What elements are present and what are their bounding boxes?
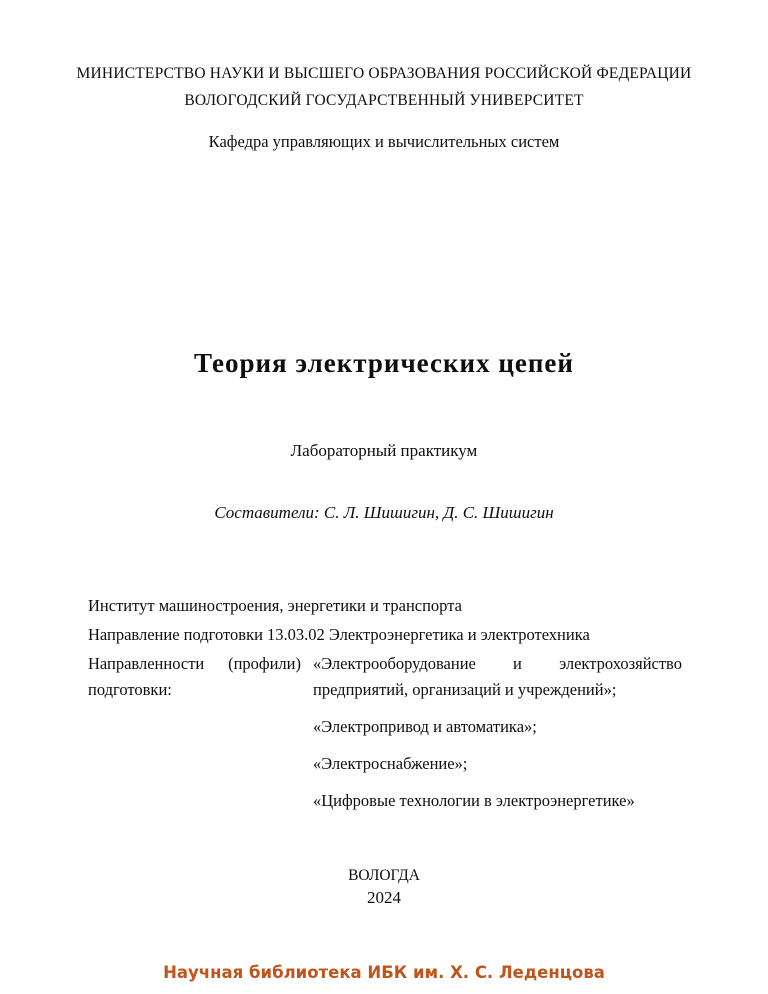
imprint-year: 2024	[367, 888, 401, 907]
library-stamp: Научная библиотека ИБК им. Х. С. Леденцова	[163, 963, 605, 982]
institute-line: Институт машиностроения, энергетики и транспорта	[88, 596, 462, 615]
profile-item: «Электрооборудование и электрохозяйство предприятий, организаций и учреждений»;	[313, 654, 682, 699]
department-line: Кафедра управляющих и вычислительных систем	[208, 132, 560, 151]
profile-item: «Электропривод и автоматика»;	[313, 717, 537, 736]
imprint-block	[0, 865, 768, 909]
document-header	[0, 60, 768, 114]
profiles-row	[88, 651, 682, 814]
ministry-line: МИНИСТЕРСТВО НАУКИ И ВЫСШЕГО ОБРАЗОВАНИЯ РОССИЙСКОЙ ФЕДЕРАЦИИ	[76, 65, 692, 82]
profiles-list	[313, 651, 682, 814]
document-subtitle: Лабораторный практикум	[290, 441, 478, 460]
profiles-label: Направленности (профили) подготовки:	[88, 654, 301, 699]
compilers-line: Составители: С. Л. Шишигин, Д. С. Шишигин	[214, 503, 554, 522]
imprint-city: ВОЛОГДА	[348, 867, 420, 884]
program-details	[88, 593, 682, 814]
page-title: Теория электрических цепей	[194, 348, 574, 378]
university-line: ВОЛОГОДСКИЙ ГОСУДАРСТВЕННЫЙ УНИВЕРСИТЕТ	[184, 92, 584, 109]
profile-item: «Цифровые технологии в электроэнергетике»	[313, 791, 635, 810]
direction-line: Направление подготовки 13.03.02 Электроэнергетика и электротехника	[88, 625, 590, 644]
profile-item: «Электроснабжение»;	[313, 754, 468, 773]
